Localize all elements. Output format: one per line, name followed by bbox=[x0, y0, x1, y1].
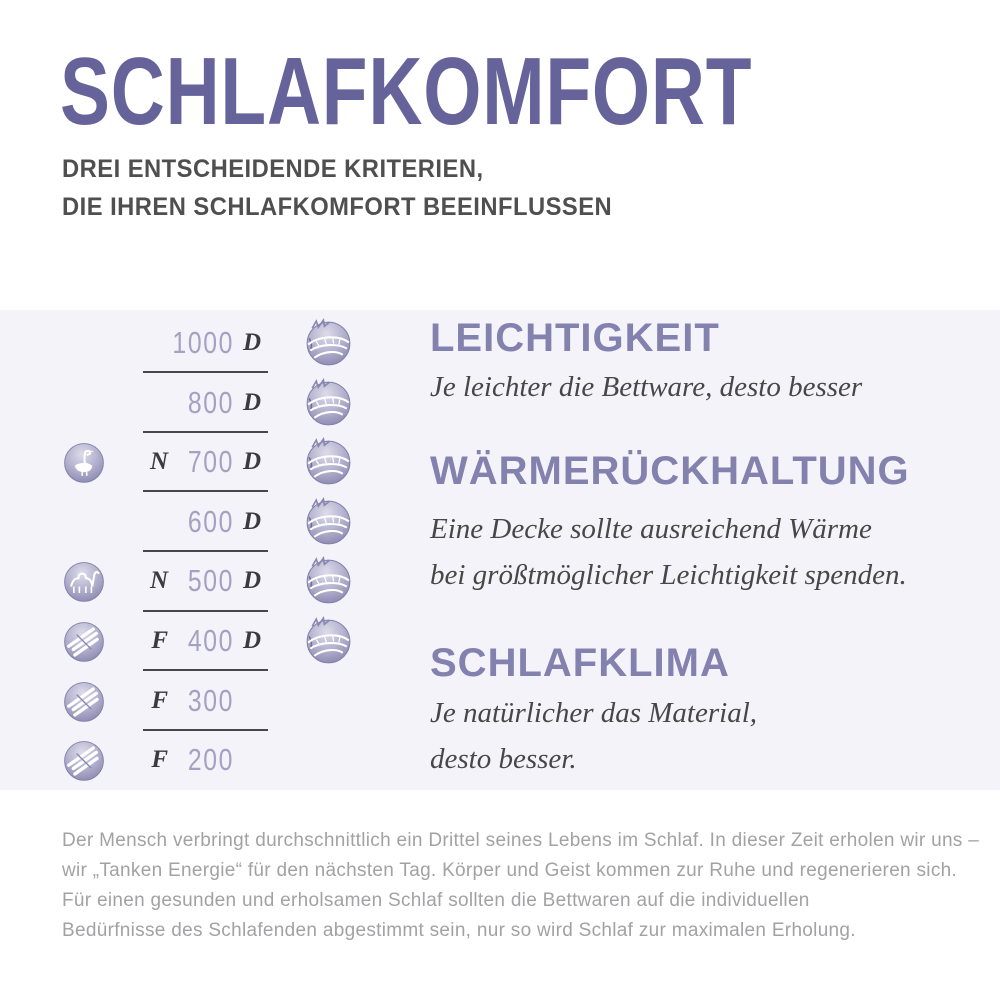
scale-row-600 bbox=[0, 492, 420, 552]
scale-prefix: F bbox=[151, 687, 168, 714]
scale-prefix: N bbox=[149, 567, 168, 594]
page-title: SCHLAFKOMFORT bbox=[60, 38, 753, 145]
section-text-line: Eine Decke sollte ausreichend Wärme bbox=[430, 513, 872, 545]
scale-row-1000 bbox=[0, 313, 420, 373]
scale-row-800 bbox=[0, 373, 420, 433]
scale-value: 500 bbox=[187, 563, 234, 598]
scale-row-200 bbox=[0, 730, 420, 790]
scale-prefix: N bbox=[149, 448, 168, 475]
section-text-line: bei größtmöglicher Leichtigkeit spenden. bbox=[430, 559, 907, 591]
scale-suffix: D bbox=[243, 627, 262, 654]
scale-row-700 bbox=[0, 432, 420, 492]
subtitle-line-2: DIE IHREN SCHLAFKOMFORT BEEINFLUSSEN bbox=[62, 193, 613, 221]
section-text-line: Je leichter die Bettware, desto besser bbox=[430, 371, 863, 403]
section-text-leichtigkeit bbox=[430, 364, 862, 410]
scale-value: 600 bbox=[187, 504, 234, 539]
scale-value: 1000 bbox=[172, 325, 234, 360]
scale-value: 400 bbox=[187, 623, 234, 658]
scale-row-500 bbox=[0, 551, 420, 611]
subtitle-line-1: DREI ENTSCHEIDENDE KRITERIEN, bbox=[62, 155, 484, 183]
goose-icon bbox=[60, 438, 108, 486]
section-heading-schlafklima: SCHLAFKLIMA bbox=[430, 641, 730, 685]
scale-value: 300 bbox=[187, 683, 234, 718]
section-heading-leichtigkeit: LEICHTIGKEIT bbox=[430, 316, 720, 360]
section-heading-waermerueckhaltung: WÄRMERÜCKHALTUNG bbox=[430, 449, 910, 493]
fiber-icon bbox=[60, 736, 108, 784]
scale-prefix: F bbox=[151, 746, 168, 773]
scale-suffix: D bbox=[243, 389, 262, 416]
footer-line: Für einen gesunden und erholsamen Schlaf sollten die Bettwaren auf die individuellen bbox=[62, 890, 810, 911]
footer-line: wir „Tanken Energie“ für den nächsten Tag. Körper und Geist kommen zur Ruhe und regenerieren sich. bbox=[62, 860, 958, 881]
camel-icon bbox=[60, 557, 108, 605]
section-text-line: Je natürlicher das Material, bbox=[430, 697, 758, 729]
down-feather-icon bbox=[302, 435, 355, 488]
down-feather-icon bbox=[302, 376, 355, 429]
down-feather-icon bbox=[302, 495, 355, 548]
fiber-icon bbox=[60, 617, 108, 665]
scale-value: 200 bbox=[187, 742, 234, 777]
scale-suffix: D bbox=[243, 508, 262, 535]
section-text-waermerueckhaltung bbox=[430, 506, 907, 598]
scale-suffix: D bbox=[243, 448, 262, 475]
scale-suffix: D bbox=[243, 329, 262, 356]
down-feather-icon bbox=[302, 614, 355, 667]
section-text-schlafklima bbox=[430, 690, 757, 782]
footer-line: Bedürfnisse des Schlafenden abgestimmt sein, nur so wird Schlaf zur maximalen Erholung. bbox=[62, 920, 856, 941]
scale-prefix: F bbox=[151, 627, 168, 654]
scale-row-300 bbox=[0, 671, 420, 731]
scale-value: 700 bbox=[187, 444, 234, 479]
section-text-line: desto besser. bbox=[430, 743, 577, 775]
scale-value: 800 bbox=[187, 385, 234, 420]
footer-paragraph bbox=[62, 826, 979, 946]
down-feather-icon bbox=[302, 554, 355, 607]
fiber-icon bbox=[60, 677, 108, 725]
footer-line: Der Mensch verbringt durchschnittlich ein Drittel seines Lebens im Schlaf. In dieser Zeit erholen wir uns – bbox=[62, 830, 980, 851]
scale-row-400 bbox=[0, 611, 420, 671]
down-feather-icon bbox=[302, 316, 355, 369]
scale-suffix: D bbox=[243, 567, 262, 594]
